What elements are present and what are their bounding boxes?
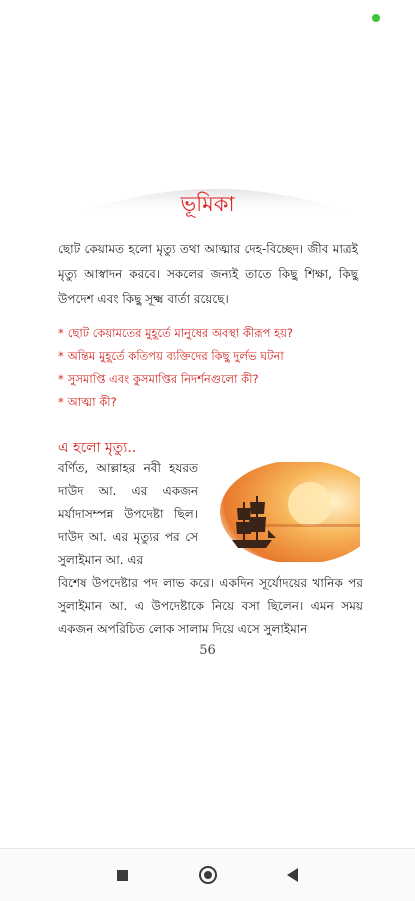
recents-button[interactable] — [92, 849, 152, 901]
bullet-marker: * — [58, 326, 64, 340]
list-item — [58, 322, 368, 345]
list-item-text: অন্তিম মুহূর্তে কতিপয় ব্যক্তিদের কিছু দুর্লভ ঘটনা — [67, 349, 284, 363]
page-number: 56 — [199, 643, 216, 658]
story-paragraph-wrapped: বর্ণিত, আল্লাহর নবী হযরত দাউদ আ. এর একজন মর্যাদাসম্পন্ন উপদেষ্টা ছিল। দাউদ আ. এর মৃত্যুর পর সে সুলাইমান আ. এর — [58, 461, 198, 567]
intro-paragraph: ছোট কেয়ামত হলো মৃত্যু তথা আত্মার দেহ-বিচ্ছেদ। জীব মাত্রই মৃত্যু আস্বাদন করবে। সকলের জন্যই তাতে কিছু শিক্ষা, কিছু উপদেশ এবং কিছু সূক্ষ্ম বার্তা রয়েছে। — [58, 242, 358, 306]
list-item-text: ছোট কেয়ামতের মুহূর্তে মানুষের অবস্থা কীরূপ হয়? — [67, 326, 293, 340]
page-title: ভূমিকা — [180, 192, 235, 216]
list-item — [58, 391, 368, 414]
triangle-back-icon — [287, 868, 298, 882]
list-item-text: আত্মা কী? — [67, 395, 117, 409]
square-icon — [117, 870, 128, 881]
back-button[interactable] — [262, 849, 322, 901]
home-button[interactable] — [178, 849, 238, 901]
status-indicator-dot — [372, 14, 380, 22]
circle-icon — [199, 866, 217, 884]
list-item-text: সুসমাপ্তি এবং কুসমাপ্তির নিদর্শনগুলো কী? — [67, 372, 259, 386]
list-item — [58, 345, 368, 368]
bullet-marker: * — [58, 349, 64, 363]
bullet-marker: * — [58, 372, 64, 386]
sailing-ship-sunset-image — [210, 462, 360, 562]
system-navigation-bar — [0, 848, 415, 901]
story-paragraph-continued: বিশেষ উপদেষ্টার পদ লাভ করে। একদিন সূর্যোদয়ের খানিক পর সুলাইমান আ. এ উপদেষ্টাকে নিয়ে বসা ছিলেন। এমন সময় একজন অপরিচিত লোক সালাম দিয়ে এসে সুলাইমান — [58, 576, 363, 636]
bullet-marker: * — [58, 395, 64, 409]
section-heading: এ হলো মৃত্যু.. — [58, 440, 137, 456]
list-item — [58, 368, 368, 391]
question-list — [58, 322, 368, 414]
